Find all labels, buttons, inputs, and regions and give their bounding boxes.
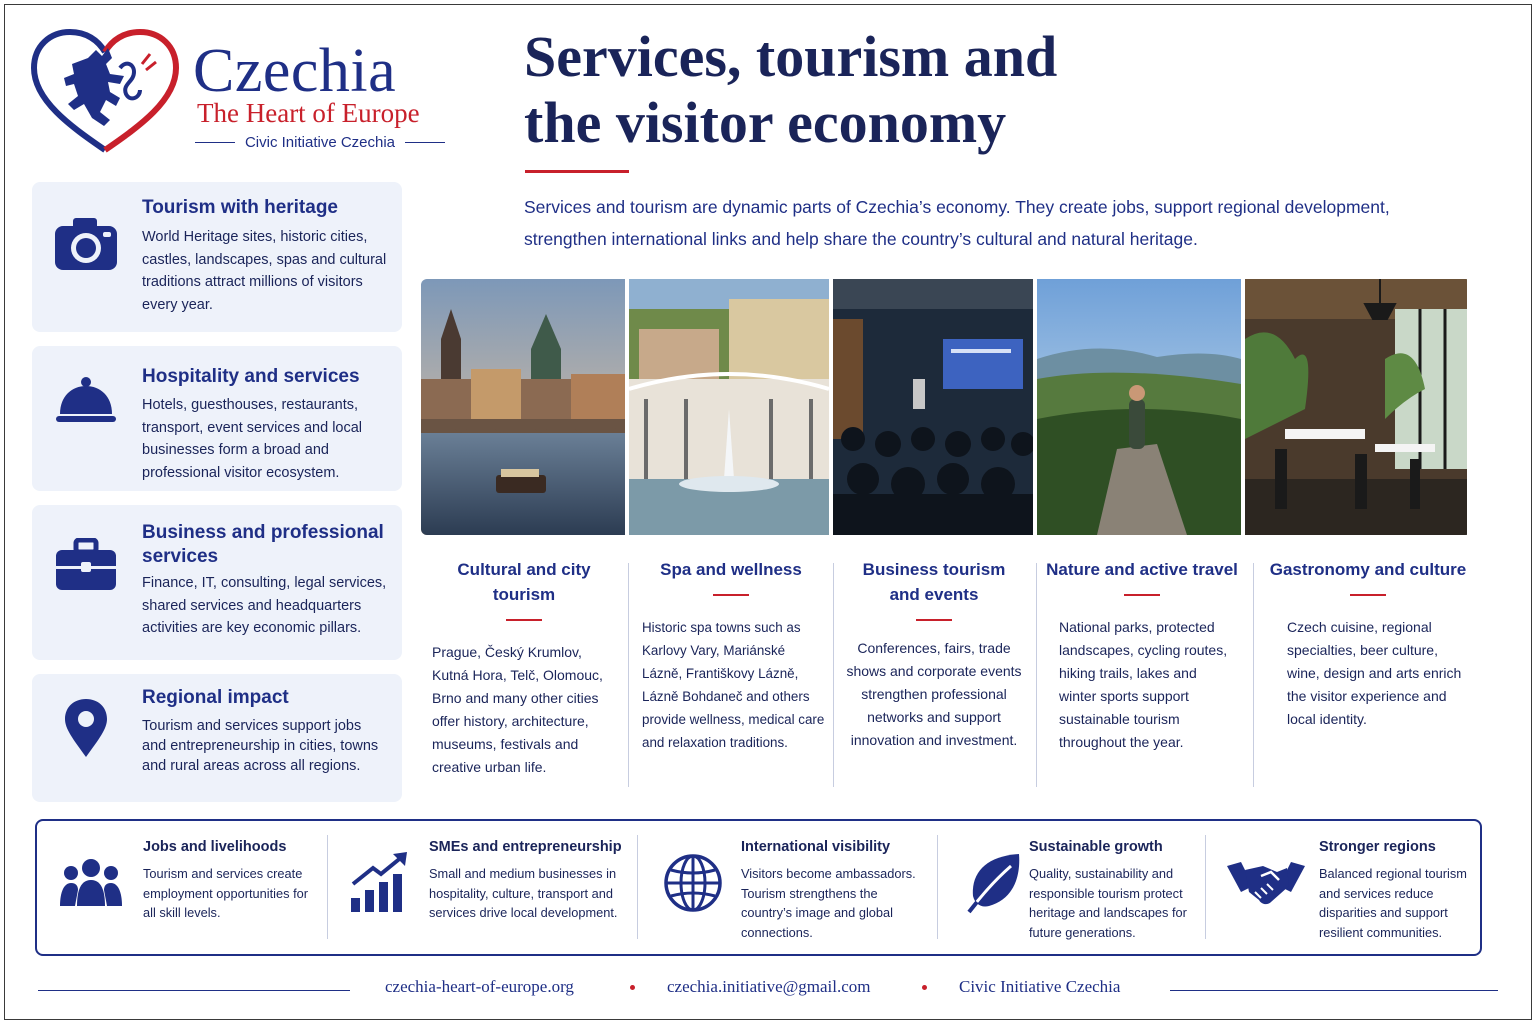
category-nature (1042, 557, 1242, 754)
benefit-text: Visitors become ambassadors. Tourism strengthens the country’s image and global connections. (741, 866, 916, 940)
category-text: Prague, Český Krumlov, Kutná Hora, Telč, Olomouc, Brno and many other cities offer history, architecture, museums, festivals and creative urban life. (432, 644, 603, 775)
category-text: Czech cuisine, regional specialties, beer culture, wine, design and arts enrich the visitor experience and local identity. (1287, 619, 1462, 727)
divider (405, 142, 445, 143)
brand-tagline: The Heart of Europe (197, 98, 420, 128)
accent-bar (916, 619, 952, 621)
feature-text: Finance, IT, consulting, legal services, shared services and headquarters activities are key economic pillars. (142, 575, 387, 636)
category-cultural (424, 557, 624, 779)
benefit-title: Sustainable growth (1029, 839, 1163, 855)
divider (1036, 563, 1037, 787)
brand-subtitle (195, 134, 445, 151)
benefit-title: Jobs and livelihoods (143, 839, 287, 855)
accent-bar (713, 594, 749, 596)
heart-lion-emblem-icon (30, 28, 180, 156)
photo-nature-hiker (1037, 279, 1241, 535)
benefit-text: Balanced regional tourism and services reduce disparities and support resilient communities. (1319, 866, 1467, 940)
category-gastronomy (1262, 557, 1474, 731)
feature-title: Tourism with heritage (142, 197, 339, 218)
page-title-line-2: the visitor economy (524, 90, 1007, 155)
benefit-title: International visibility (741, 839, 891, 855)
feature-title: Business and professional services (142, 522, 384, 567)
benefit-title: SMEs and entrepreneurship (429, 839, 622, 855)
service-bell-icon (52, 366, 120, 434)
benefit-title: Stronger regions (1319, 839, 1436, 855)
divider (937, 835, 938, 939)
category-text: Historic spa towns such as Karlovy Vary, Mariánské Lázně, Františkovy Lázně, Lázně Bohdaneč and others provide wellness, medical care and relaxation traditions. (642, 620, 825, 750)
page-title-line-1: Services, tourism and (524, 24, 1058, 89)
separator-dot (922, 985, 927, 990)
title-accent-bar (525, 170, 629, 173)
divider (327, 835, 328, 939)
divider (38, 990, 350, 991)
feature-title: Hospitality and services (142, 366, 360, 387)
separator-dot (630, 985, 635, 990)
handshake-icon (1223, 851, 1309, 915)
brand-name: Czechia (193, 37, 397, 105)
people-icon (59, 851, 123, 915)
category-title: Gastronomy and culture (1269, 560, 1467, 579)
benefit-text: Tourism and services create employment opportunities for all skill levels. (143, 866, 309, 920)
benefit-sustainable (963, 821, 1233, 954)
divider (1253, 563, 1254, 787)
divider (1170, 990, 1498, 991)
brand-subtitle-text: Civic Initiative Czechia (244, 134, 396, 151)
benefit-jobs (59, 821, 329, 954)
category-title: Spa and wellness (660, 560, 802, 579)
category-text: National parks, protected landscapes, cycling routes, hiking trails, lakes and winter sports support sustainable tourism throughout the year. (1059, 619, 1228, 750)
benefit-smes (347, 821, 627, 954)
category-business (838, 557, 1030, 752)
divider (1205, 835, 1206, 939)
photo-restaurant-interior (1245, 279, 1467, 535)
category-spa (634, 557, 828, 754)
feature-card-heritage (32, 182, 402, 332)
feature-text: Tourism and services support jobs and entrepreneurship in cities, towns and rural areas across all regions. (142, 718, 379, 774)
divider (637, 835, 638, 939)
category-title: Nature and active travel (1046, 560, 1238, 579)
feature-text: World Heritage sites, historic cities, castles, landscapes, spas and cultural traditions attract millions of visitors every year. (142, 229, 387, 313)
footer-org-name: Civic Initiative Czechia (959, 977, 1121, 996)
benefit-regions (1223, 821, 1483, 954)
category-text: Conferences, fairs, trade shows and corporate events strengthen professional networks and support innovation and investment. (846, 640, 1022, 748)
divider (833, 563, 834, 787)
feature-card-business (32, 505, 402, 660)
logo (30, 28, 460, 158)
page-title (524, 24, 1424, 156)
photo-spa-colonnade (629, 279, 829, 535)
feature-card-hospitality (32, 346, 402, 491)
briefcase-icon (52, 531, 120, 599)
photo-conference-hall (833, 279, 1033, 535)
footer-email-link[interactable]: czechia.initiative@gmail.com (667, 977, 871, 996)
feature-text: Hotels, guesthouses, restaurants, transport, event services and local businesses form a broad and professional visitor ecosystem. (142, 397, 363, 481)
leaf-icon (963, 851, 1027, 915)
photo-prague-city (421, 279, 625, 535)
category-title: Cultural and city tourism (457, 560, 591, 604)
map-pin-icon (52, 694, 120, 762)
photo-strip (421, 279, 1471, 535)
benefit-text: Quality, sustainability and responsible tourism protect heritage and landscapes for future generations. (1029, 866, 1187, 940)
growth-chart-icon (347, 851, 411, 915)
category-title: Business tourism and events (862, 560, 1006, 604)
feature-title: Regional impact (142, 687, 289, 708)
intro-text: Services and tourism are dynamic parts of Czechia’s economy. They create jobs, support regional development, strengthen international links and help share the country’s cultural and natural heritage. (524, 197, 1390, 249)
benefits-band (35, 819, 1482, 956)
accent-bar (1350, 594, 1386, 596)
divider (628, 563, 629, 787)
benefit-text: Small and medium businesses in hospitality, culture, transport and services drive local development. (429, 866, 618, 920)
feature-card-regional (32, 674, 402, 802)
camera-icon (52, 210, 120, 278)
divider (195, 142, 235, 143)
accent-bar (506, 619, 542, 621)
footer-website-link[interactable]: czechia-heart-of-europe.org (385, 977, 574, 996)
footer (38, 974, 1498, 1002)
accent-bar (1124, 594, 1160, 596)
globe-icon (661, 851, 725, 915)
benefit-visibility (661, 821, 931, 954)
